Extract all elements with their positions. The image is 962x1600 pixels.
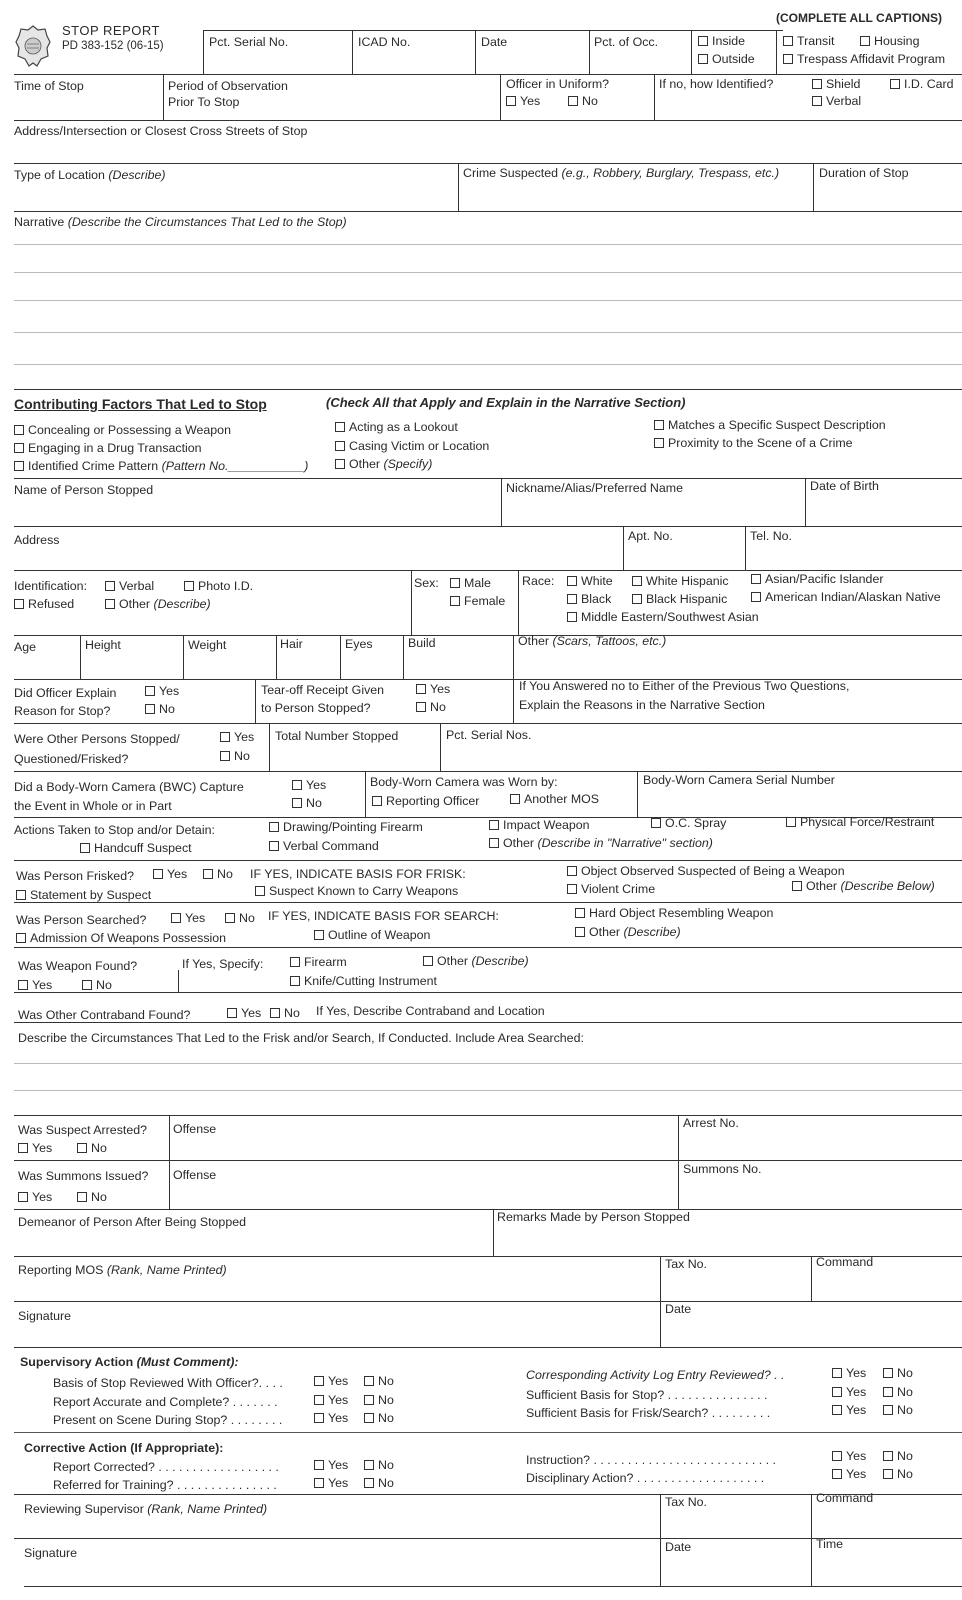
firearm-checkbox[interactable]: Firearm [290, 956, 347, 968]
weapon-other-checkbox[interactable]: Other (Describe) [423, 955, 529, 967]
was-arrested-label: Was Suspect Arrested? [18, 1123, 148, 1137]
arrest-no-label: Arrest No. [683, 1116, 739, 1130]
id-refused-checkbox[interactable]: Refused [14, 598, 74, 610]
period-of-observation-label: Period of Observation [168, 79, 288, 93]
housing-checkbox[interactable]: Housing [860, 35, 919, 47]
verbal-command-checkbox[interactable]: Verbal Command [269, 840, 379, 852]
factor-other-checkbox[interactable]: Other (Specify) [335, 458, 432, 470]
eyes-label: Eyes [345, 637, 373, 651]
uniform-yes-checkbox[interactable]: Yes [506, 95, 540, 107]
sufficient-stop-yes-checkbox[interactable]: Yes [832, 1386, 866, 1398]
demeanor-label: Demeanor of Person After Being Stopped [18, 1215, 246, 1229]
if-answered-no-label: If You Answered no to Either of the Previous Two Questions, [519, 679, 850, 693]
identification-label: Identification: [14, 579, 88, 593]
did-officer-explain-label: Did Officer Explain [14, 686, 117, 700]
violent-crime-checkbox[interactable]: Violent Crime [567, 883, 655, 895]
trespass-affidavit-checkbox[interactable]: Trespass Affidavit Program [783, 53, 945, 65]
lookout-checkbox[interactable]: Acting as a Lookout [335, 421, 458, 433]
inside-checkbox[interactable]: Inside [698, 35, 745, 47]
actions-taken-label: Actions Taken to Stop and/or Detain: [14, 823, 215, 837]
sufficient-stop-no-checkbox[interactable]: No [883, 1386, 913, 1398]
form-title: STOP REPORT [62, 23, 160, 38]
reviewing-supervisor-label: Reviewing Supervisor (Rank, Name Printed) [24, 1502, 268, 1516]
action-other-checkbox[interactable]: Other (Describe in "Narrative" section) [489, 837, 713, 849]
present-on-scene-label: Present on Scene During Stop? . . . . . . . . [53, 1413, 283, 1427]
race-middle-eastern-checkbox[interactable]: Middle Eastern/Southwest Asian [567, 611, 759, 623]
id-other-checkbox[interactable]: Other (Describe) [105, 598, 211, 610]
date-of-birth-label: Date of Birth [810, 479, 879, 493]
nickname-label: Nickname/Alias/Preferred Name [506, 481, 683, 495]
transit-checkbox[interactable]: Transit [783, 35, 834, 47]
age-label: Age [14, 640, 37, 654]
height-label: Height [85, 638, 121, 652]
contraband-yes-checkbox[interactable]: Yes [227, 1007, 261, 1019]
person-address-label: Address [14, 533, 60, 547]
bwc-yes-checkbox[interactable]: Yes [292, 779, 326, 791]
bwc-event-label: the Event in Whole or in Part [14, 799, 172, 813]
prior-to-stop-label: Prior To Stop [168, 95, 240, 109]
weapon-found-label: Was Weapon Found? [18, 959, 138, 973]
bwc-reporting-officer-checkbox[interactable]: Reporting Officer [372, 795, 479, 807]
address-of-stop-label: Address/Intersection or Closest Cross Streets of Stop [14, 124, 308, 138]
race-white-hispanic-checkbox[interactable]: White Hispanic [632, 575, 729, 587]
total-number-stopped-label: Total Number Stopped [275, 729, 399, 743]
icad-no-label: ICAD No. [358, 35, 411, 49]
pct-serial-nos-label: Pct. Serial Nos. [446, 728, 532, 742]
statement-by-suspect-checkbox[interactable]: Statement by Suspect [16, 889, 151, 901]
frisk-no-checkbox[interactable]: No [203, 868, 233, 880]
activity-log-yes-checkbox[interactable]: Yes [832, 1367, 866, 1379]
explain-yes-checkbox[interactable]: Yes [145, 685, 179, 697]
instruction-no-checkbox[interactable]: No [883, 1450, 913, 1462]
questioned-frisked-label: Questioned/Frisked? [14, 752, 129, 766]
officer-in-uniform-label: Officer in Uniform? [506, 77, 610, 91]
reviewing-date-label: Date [665, 1540, 692, 1554]
search-no-checkbox[interactable]: No [225, 912, 255, 924]
search-yes-checkbox[interactable]: Yes [171, 912, 205, 924]
remarks-label: Remarks Made by Person Stopped [497, 1210, 690, 1224]
explain-no-checkbox[interactable]: No [145, 703, 175, 715]
reason-for-stop-label: Reason for Stop? [14, 704, 111, 718]
instruction-label: Instruction? . . . . . . . . . . . . . . . . . . . . . . . . . . . [526, 1453, 776, 1467]
concealing-weapon-checkbox[interactable]: Concealing or Possessing a Weapon [14, 424, 231, 436]
summons-issued-label: Was Summons Issued? [18, 1169, 149, 1183]
frisk-other-checkbox[interactable]: Other (Describe Below) [792, 880, 935, 892]
how-identified-label: If no, how Identified? [659, 77, 774, 91]
verbal-checkbox[interactable]: Verbal [812, 95, 861, 107]
hard-object-checkbox[interactable]: Hard Object Resembling Weapon [575, 907, 773, 919]
hair-label: Hair [280, 637, 303, 651]
complete-all-captions: (COMPLETE ALL CAPTIONS) [776, 11, 942, 25]
other-persons-yes-checkbox[interactable]: Yes [220, 731, 254, 743]
reviewing-command-label: Command [816, 1491, 874, 1505]
summons-yes-checkbox[interactable]: Yes [18, 1191, 52, 1203]
casing-victim-checkbox[interactable]: Casing Victim or Location [335, 440, 489, 452]
bwc-serial-number-label: Body-Worn Camera Serial Number [643, 773, 835, 787]
time-of-stop-label: Time of Stop [14, 79, 84, 93]
pct-serial-no-label: Pct. Serial No. [209, 35, 289, 49]
arrest-yes-checkbox[interactable]: Yes [18, 1142, 52, 1154]
race-black-hispanic-checkbox[interactable]: Black Hispanic [632, 593, 727, 605]
knife-checkbox[interactable]: Knife/Cutting Instrument [290, 975, 437, 987]
weapon-no-checkbox[interactable]: No [82, 979, 112, 991]
disciplinary-label: Disciplinary Action? . . . . . . . . . . . . . . . . . . . [526, 1471, 765, 1485]
activity-log-no-checkbox[interactable]: No [883, 1367, 913, 1379]
describe-contraband-label: If Yes, Describe Contraband and Location [316, 1004, 545, 1018]
report-corrected-yes-checkbox[interactable]: Yes [314, 1459, 348, 1471]
other-persons-no-checkbox[interactable]: No [220, 750, 250, 762]
bwc-worn-by-label: Body-Worn Camera was Worn by: [370, 775, 558, 789]
race-american-indian-checkbox[interactable]: American Indian/Alaskan Native [751, 591, 941, 603]
sufficient-frisk-yes-checkbox[interactable]: Yes [832, 1404, 866, 1416]
drug-transaction-checkbox[interactable]: Engaging in a Drug Transaction [14, 442, 202, 454]
tel-no-label: Tel. No. [750, 529, 793, 543]
known-to-carry-checkbox[interactable]: Suspect Known to Carry Weapons [255, 885, 458, 897]
nypd-badge-icon [14, 24, 52, 68]
corrective-action-heading: Corrective Action (If Appropriate): [24, 1441, 224, 1455]
crime-suspected-label: Crime Suspected (e.g., Robbery, Burglary, Trespass, etc.) [463, 166, 780, 180]
sufficient-stop-label: Sufficient Basis for Stop? . . . . . . . . . . . . . . . [526, 1388, 768, 1402]
narrative-label: Narrative (Describe the Circumstances That Led to the Stop) [14, 215, 347, 229]
activity-log-label: Corresponding Activity Log Entry Reviewed? . . [526, 1368, 785, 1382]
reporting-tax-no-label: Tax No. [665, 1257, 708, 1271]
race-asian-checkbox[interactable]: Asian/Pacific Islander [751, 573, 883, 585]
report-accurate-yes-checkbox[interactable]: Yes [314, 1394, 348, 1406]
matches-description-checkbox[interactable]: Matches a Specific Suspect Description [654, 419, 886, 431]
weapon-yes-checkbox[interactable]: Yes [18, 979, 52, 991]
sex-female-checkbox[interactable]: Female [450, 595, 505, 607]
impact-weapon-checkbox[interactable]: Impact Weapon [489, 819, 590, 831]
sex-label: Sex: [414, 576, 439, 590]
arrest-offense-label: Offense [173, 1122, 217, 1136]
supervisory-action-heading: Supervisory Action (Must Comment): [20, 1355, 239, 1369]
if-yes-specify-label: If Yes, Specify: [182, 957, 264, 971]
referred-training-label: Referred for Training? . . . . . . . . . . . . . . . [53, 1478, 277, 1492]
arrest-no-checkbox[interactable]: No [77, 1142, 107, 1154]
basis-reviewed-yes-checkbox[interactable]: Yes [314, 1375, 348, 1387]
instruction-yes-checkbox[interactable]: Yes [832, 1450, 866, 1462]
frisk-yes-checkbox[interactable]: Yes [153, 868, 187, 880]
report-corrected-label: Report Corrected? . . . . . . . . . . . . . . . . . . [53, 1460, 279, 1474]
header-top-rule [203, 30, 783, 31]
bwc-capture-label: Did a Body-Worn Camera (BWC) Capture [14, 780, 244, 794]
bwc-no-checkbox[interactable]: No [292, 797, 322, 809]
admission-weapons-checkbox[interactable]: Admission Of Weapons Possession [16, 932, 226, 944]
reviewing-signature-label: Signature [24, 1546, 78, 1560]
proximity-scene-checkbox[interactable]: Proximity to the Scene of a Crime [654, 437, 853, 449]
race-white-checkbox[interactable]: White [567, 575, 613, 587]
sufficient-frisk-no-checkbox[interactable]: No [883, 1404, 913, 1416]
physical-force-checkbox[interactable]: Physical Force/Restraint [786, 816, 934, 828]
id-photo-checkbox[interactable]: Photo I.D. [184, 580, 253, 592]
build-label: Build [408, 636, 436, 650]
reporting-command-label: Command [816, 1255, 874, 1269]
race-label: Race: [522, 574, 555, 588]
report-accurate-label: Report Accurate and Complete? . . . . . . . [53, 1395, 278, 1409]
reporting-signature-label: Signature [18, 1309, 72, 1323]
date-label: Date [481, 35, 508, 49]
reporting-mos-label: Reporting MOS (Rank, Name Printed) [18, 1263, 227, 1277]
name-of-person-label: Name of Person Stopped [14, 483, 154, 497]
crime-pattern-checkbox[interactable]: Identified Crime Pattern (Pattern No.___________) [14, 460, 308, 472]
present-on-scene-yes-checkbox[interactable]: Yes [314, 1412, 348, 1424]
form-number: PD 383-152 (06-15) [62, 40, 164, 52]
search-other-checkbox[interactable]: Other (Describe) [575, 926, 681, 938]
to-person-stopped-label: to Person Stopped? [261, 701, 371, 715]
apt-no-label: Apt. No. [628, 529, 673, 543]
reporting-date-label: Date [665, 1302, 692, 1316]
was-searched-label: Was Person Searched? [16, 913, 147, 927]
object-observed-checkbox[interactable]: Object Observed Suspected of Being a Weapon [567, 865, 845, 877]
weight-label: Weight [188, 638, 227, 652]
contraband-found-label: Was Other Contraband Found? [18, 1008, 191, 1022]
report-corrected-no-checkbox[interactable]: No [364, 1459, 394, 1471]
reviewing-time-label: Time [816, 1537, 844, 1551]
frisk-basis-label: IF YES, INDICATE BASIS FOR FRISK: [250, 867, 466, 881]
was-frisked-label: Was Person Frisked? [16, 869, 134, 883]
basis-reviewed-no-checkbox[interactable]: No [364, 1375, 394, 1387]
were-other-persons-label: Were Other Persons Stopped/ [14, 732, 180, 746]
outside-checkbox[interactable]: Outside [698, 53, 755, 65]
outline-of-weapon-checkbox[interactable]: Outline of Weapon [314, 929, 430, 941]
sex-male-checkbox[interactable]: Male [450, 577, 491, 589]
present-on-scene-no-checkbox[interactable]: No [364, 1412, 394, 1424]
shield-checkbox[interactable]: Shield [812, 78, 860, 90]
summons-no-label: Summons No. [683, 1162, 762, 1176]
basis-reviewed-label: Basis of Stop Reviewed With Officer?. . . . [53, 1376, 283, 1390]
receipt-yes-checkbox[interactable]: Yes [416, 683, 450, 695]
referred-training-yes-checkbox[interactable]: Yes [314, 1477, 348, 1489]
tear-off-receipt-label: Tear-off Receipt Given [261, 683, 385, 697]
drawing-firearm-checkbox[interactable]: Drawing/Pointing Firearm [269, 821, 423, 833]
search-basis-label: IF YES, INDICATE BASIS FOR SEARCH: [268, 909, 499, 923]
oc-spray-checkbox[interactable]: O.C. Spray [651, 817, 726, 829]
id-verbal-checkbox[interactable]: Verbal [105, 580, 154, 592]
contraband-no-checkbox[interactable]: No [270, 1007, 300, 1019]
pct-of-occ-label: Pct. of Occ. [594, 35, 659, 49]
type-of-location-label: Type of Location (Describe) [14, 168, 166, 182]
bwc-another-mos-checkbox[interactable]: Another MOS [510, 793, 599, 805]
contributing-factors-heading: Contributing Factors That Led to Stop [14, 396, 267, 412]
summons-no-checkbox[interactable]: No [77, 1191, 107, 1203]
duration-of-stop-label: Duration of Stop [819, 166, 909, 180]
race-black-checkbox[interactable]: Black [567, 593, 611, 605]
id-card-checkbox[interactable]: I.D. Card [890, 78, 954, 90]
contributing-factors-hint: (Check All that Apply and Explain in the Narrative Section) [326, 395, 686, 410]
disciplinary-yes-checkbox[interactable]: Yes [832, 1468, 866, 1480]
handcuff-checkbox[interactable]: Handcuff Suspect [80, 842, 192, 854]
explain-reasons-label: Explain the Reasons in the Narrative Section [519, 698, 765, 712]
summons-offense-label: Offense [173, 1168, 217, 1182]
describe-circumstances-label: Describe the Circumstances That Led to the Frisk and/or Search, If Conducted. Include Area Searched: [18, 1031, 584, 1045]
report-accurate-no-checkbox[interactable]: No [364, 1394, 394, 1406]
uniform-no-checkbox[interactable]: No [568, 95, 598, 107]
disciplinary-no-checkbox[interactable]: No [883, 1468, 913, 1480]
receipt-no-checkbox[interactable]: No [416, 701, 446, 713]
referred-training-no-checkbox[interactable]: No [364, 1477, 394, 1489]
sufficient-frisk-label: Sufficient Basis for Frisk/Search? . . . . . . . . . [526, 1406, 771, 1420]
other-marks-label: Other (Scars, Tattoos, etc.) [518, 634, 667, 648]
reviewing-tax-no-label: Tax No. [665, 1495, 708, 1509]
